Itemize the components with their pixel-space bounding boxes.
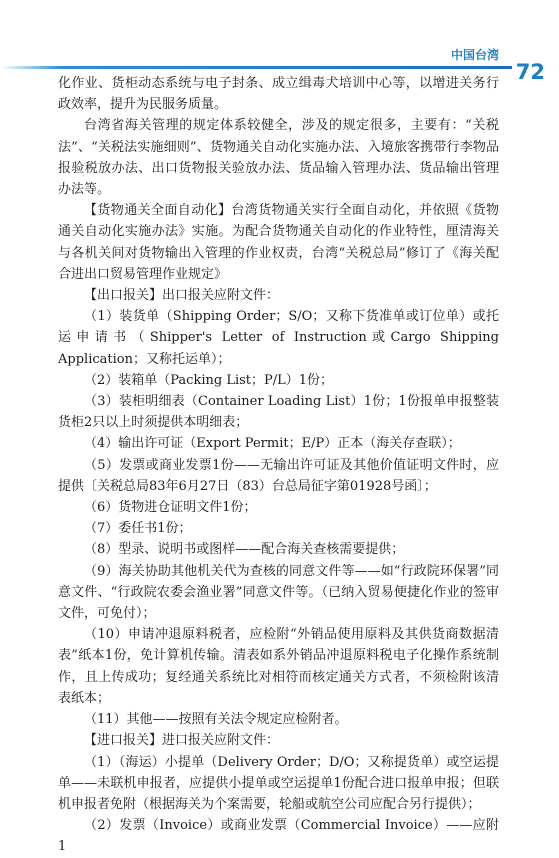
paragraph: 化作业、货柜动态系统与电子封条、成立缉毒犬培训中心等，以增进关务行政效率，提升为民服务质量。 [58,76,499,113]
paragraph: 【出口报关】出口报关应附文件： [84,288,280,304]
paragraph: 【货物通关全面自动化】台湾货物通关实行全面自动化，并依照《货物通关自动化实施办法》实施。为配合货物通关自动化的作业特性，厘清海关与各机关间对货物输出入管理的作业权责，台湾“关税总局”修订了《海关配合进出口贸易管理作业规定》 [58,203,499,282]
paragraph: （9）海关协助其他机关代为查核的同意文件等——如“行政院环保署”同意文件、“行政院农委会渔业署”同意文件等。（已纳入贸易便捷化作业的签审文件，可免付）； [58,563,499,622]
header-rule [0,66,512,69]
paragraph: 台湾省海关管理的规定体系较健全，涉及的规定很多，主要有：“关税法”、“关税法实施细则”、货物通关自动化实施办法、入境旅客携带行李物品报验税放办法、出口货物报关验放办法、货品输入管理办法、货品输出管理办法等。 [58,118,499,198]
paragraph: （5）发票或商业发票1份——无输出许可证及其他价值证明文件时，应提供〔关税总局83年6月27日（83）台总局征字第01928号函〕； [58,457,499,494]
paragraph: 【进口报关】进口报关应附文件： [84,733,280,749]
document-body [58,73,499,858]
paragraph: （1）装货单（Shipping Order；S/O；又称下货准单或订位单）或托运申请书（Shipper's Letter of Instruction或Cargo Shipping Application；又称托运单）； [58,309,499,367]
paragraph: （7）委任书1份； [84,521,192,537]
paragraph: （2）装箱单（Packing List；P/L）1份； [84,372,334,388]
paragraph: （2）发票（Invoice）或商业发票（Commercial Invoice）——应附1 [58,818,499,855]
paragraph: （8）型录、说明书或图样——配合海关查核需要提供； [84,542,405,558]
paragraph: （1）（海运）小提单（Delivery Order；D/O；又称提货单）或空运提单——未联机申报者，应提供小提单或空运提单1份配合进口报单申报；但联机申报者免附（根据海关为个案需要，轮船或航空公司应配合另行提供）； [58,754,499,812]
paragraph: （11）其他——按照有关法令规定应检附者。 [84,712,348,728]
paragraph: （6）货物进仓证明文件1份； [84,500,257,516]
page-number: 72 [515,60,545,84]
section-header-label: 中国台湾 [450,48,499,62]
paragraph: （4）输出许可证（Export Permit；E/P）正本（海关存查联）； [84,436,461,452]
paragraph: （3）装柜明细表（Container Loading List）1份；1份报单申报整装货柜2只以上时须提供本明细表； [58,394,499,431]
paragraph: （10）申请冲退原料税者，应检附“外销品使用原料及其供货商数据清表”纸本1份，免计算机传输。清表如系外销品冲退原料税电子化操作系统制作，且上传成功；复经通关系统比对相符而核定通关方式者，不须检附该清表纸本； [58,627,499,706]
